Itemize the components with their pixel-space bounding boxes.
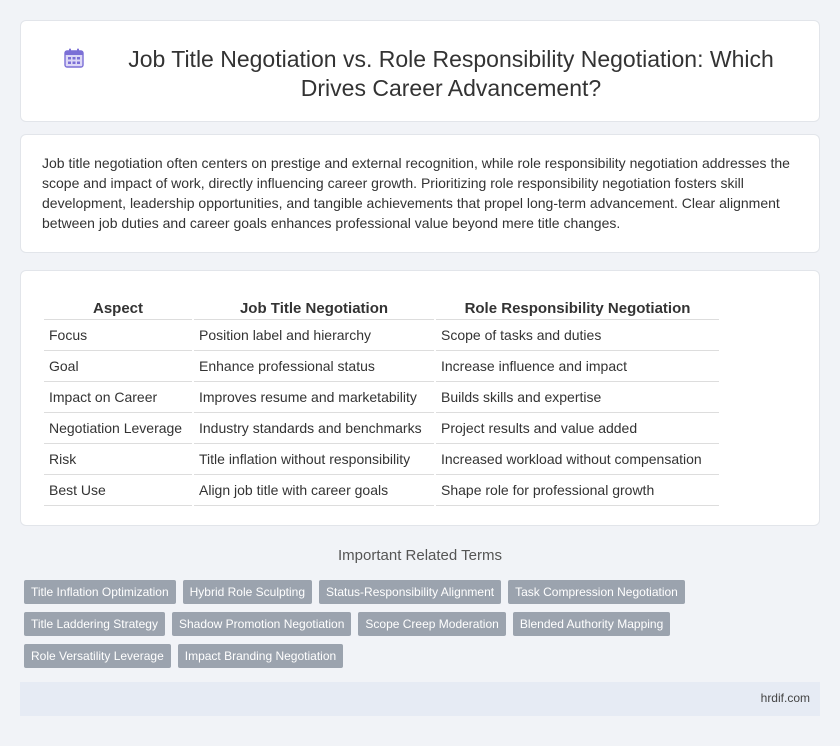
related-term-tag[interactable]: Shadow Promotion Negotiation <box>172 612 351 636</box>
column-header-role-responsibility: Role Responsibility Negotiation <box>436 295 719 320</box>
related-term-tag[interactable]: Scope Creep Moderation <box>358 612 505 636</box>
related-term-tag[interactable]: Blended Authority Mapping <box>513 612 670 636</box>
table-row <box>44 475 719 506</box>
intro-paragraph: Job title negotiation often centers on prestige and external recognition, while role responsibility negotiation addresses the scope and impact of work, directly influencing career growth. Prioritizing role responsibility negotiation fosters skill development, leadership opportunities, and tangible achievements that propel long-term advancement. Clear alignment between job duties and career goals enhances professional value beyond mere title changes. <box>42 155 790 231</box>
calendar-icon <box>63 47 85 69</box>
comparison-card <box>20 270 820 526</box>
table-cell: Builds skills and expertise <box>436 382 719 413</box>
related-term-tag[interactable]: Task Compression Negotiation <box>508 580 685 604</box>
column-header-job-title: Job Title Negotiation <box>194 295 434 320</box>
table-cell: Goal <box>44 351 192 382</box>
table-cell: Increased workload without compensation <box>436 444 719 475</box>
column-header-aspect: Aspect <box>44 295 192 320</box>
table-cell: Scope of tasks and duties <box>436 320 719 351</box>
table-cell: Risk <box>44 444 192 475</box>
table-cell: Project results and value added <box>436 413 719 444</box>
table-header-row <box>44 295 719 320</box>
intro-card <box>20 134 820 253</box>
table-row <box>44 320 719 351</box>
related-terms-heading: Important Related Terms <box>338 547 502 564</box>
tag-row <box>24 644 704 668</box>
table-cell: Enhance professional status <box>194 351 434 382</box>
related-term-tag[interactable]: Status-Responsibility Alignment <box>319 580 501 604</box>
related-terms-list <box>24 580 704 676</box>
comparison-table <box>42 295 721 506</box>
table-cell: Position label and hierarchy <box>194 320 434 351</box>
table-row <box>44 351 719 382</box>
table-cell: Focus <box>44 320 192 351</box>
title-card <box>20 20 820 122</box>
related-term-tag[interactable]: Role Versatility Leverage <box>24 644 171 668</box>
page-title-line2: Drives Career Advancement? <box>300 75 602 101</box>
table-row <box>44 444 719 475</box>
related-term-tag[interactable]: Title Laddering Strategy <box>24 612 165 636</box>
tag-row <box>24 580 704 604</box>
page-title-line1: Job Title Negotiation vs. Role Responsibility Negotiation: Which <box>128 46 774 72</box>
table-cell: Align job title with career goals <box>194 475 434 506</box>
table-cell: Impact on Career <box>44 382 192 413</box>
tag-row <box>24 612 704 636</box>
table-cell: Improves resume and marketability <box>194 382 434 413</box>
table-cell: Title inflation without responsibility <box>194 444 434 475</box>
table-row <box>44 382 719 413</box>
table-cell: Negotiation Leverage <box>44 413 192 444</box>
table-cell: Industry standards and benchmarks <box>194 413 434 444</box>
related-term-tag[interactable]: Impact Branding Negotiation <box>178 644 343 668</box>
table-cell: Shape role for professional growth <box>436 475 719 506</box>
footer <box>20 682 820 716</box>
footer-site-link[interactable]: hrdif.com <box>760 691 810 705</box>
table-cell: Increase influence and impact <box>436 351 719 382</box>
related-term-tag[interactable]: Hybrid Role Sculpting <box>183 580 312 604</box>
page-title <box>91 45 811 103</box>
related-term-tag[interactable]: Title Inflation Optimization <box>24 580 176 604</box>
table-cell: Best Use <box>44 475 192 506</box>
table-row <box>44 413 719 444</box>
